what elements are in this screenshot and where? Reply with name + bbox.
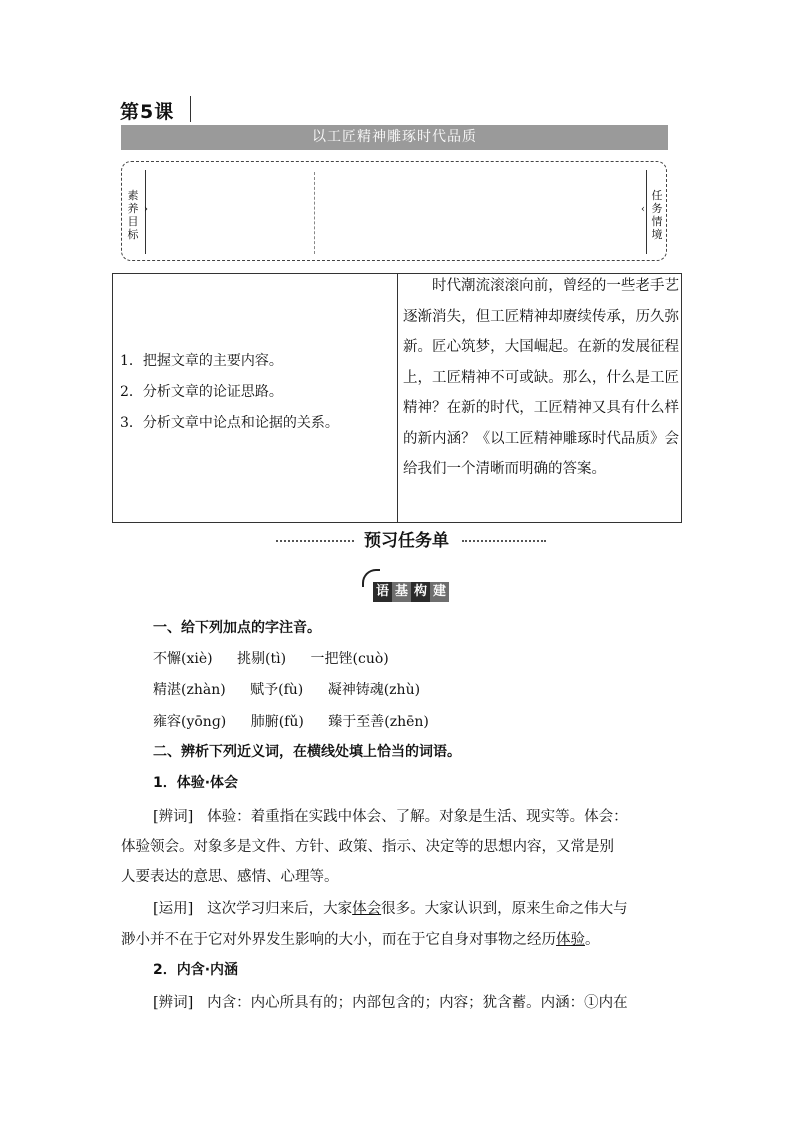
section2-heading: 二、辨析下列近义词，在横线处填上恰当的词语。: [153, 744, 461, 760]
pinyin-item: 精湛(zhàn): [153, 682, 226, 698]
task-bracket-line: [646, 170, 647, 254]
goal-item: 2．分析文章的论证思路。: [120, 384, 283, 400]
section1-heading: 一、给下列加点的字注音。: [153, 620, 321, 636]
banner-dotted-line-left: [276, 540, 354, 542]
pinyin-item: 赋予(fù): [250, 682, 304, 698]
pinyin-item: 一把锉(cuò): [310, 651, 389, 667]
task-context-paragraph: 时代潮流滚滚向前，曾经的一些老手艺逐渐消失，但工匠精神却赓续传承，历久弥新。匠心筑梦，大国崛起。在新的发展征程上，工匠精神不可或缺。那么，什么是工匠精神？在新的时代，工匠精神又具有什么样的新内涵？《以工匠精神雕琢时代品质》会给我们一个清晰而明确的答案。: [403, 278, 679, 477]
pinyin-item: 凝神铸魂(zhù): [327, 682, 421, 698]
goals-chevron-icon: ›: [144, 204, 148, 215]
goals-task-label-box: [121, 161, 667, 261]
lesson-number-divider: [190, 96, 191, 122]
badge-char: 构: [411, 582, 430, 602]
answer-blank: 体会: [352, 901, 382, 917]
badge-char: 基: [392, 582, 411, 602]
item1-title: 1．体验·体会: [153, 775, 239, 791]
task-chevron-icon: ‹: [641, 204, 645, 215]
item1-bianci-line: 体验领会。对象多是文件、方针、政策、指示、决定等的思想内容，又常是别: [121, 839, 614, 855]
banner-dotted-line-right: [462, 540, 546, 542]
yunyong-text: 这次学习归来后，大家: [207, 901, 353, 917]
yuji-goujian-badge: [373, 582, 449, 602]
bianci-text: 体验：着重指在实践中体会、了解。对象是生活、现实等。体会：: [207, 809, 628, 825]
goals-list: [120, 346, 339, 439]
bianci-tag: [辨词]: [153, 809, 194, 825]
pinyin-row: [153, 648, 389, 668]
item2-bianci-line: [153, 991, 708, 1012]
pinyin-item: 雍容(yōnɡ): [153, 714, 227, 730]
badge-char: 建: [430, 582, 449, 602]
center-dashed-divider: [314, 172, 315, 254]
bianci-tag: [辨词]: [153, 995, 194, 1011]
yunyong-tag: [运用]: [153, 901, 194, 917]
pinyin-row: [153, 711, 429, 731]
preview-banner: [276, 529, 546, 553]
yunyong-text: 很多。大家认识到，原来生命之伟大与: [381, 901, 628, 917]
table-column-divider: [397, 273, 398, 523]
pinyin-item: 臻于至善(zhēn): [328, 714, 429, 730]
bianci-text: 内含：内心所具有的；内部包含的；内容；犹含蓄。内涵：①内在: [207, 995, 628, 1011]
pinyin-item: 不懈(xiè): [153, 651, 213, 667]
lesson-title-bar: 以工匠精神雕琢时代品质: [121, 125, 668, 150]
goal-item: 1．把握文章的主要内容。: [120, 353, 283, 369]
item1-yunyong-line: [153, 897, 708, 918]
pinyin-item: 挑剔(tì): [237, 651, 287, 667]
preview-title: 预习任务单: [364, 531, 449, 551]
goals-label: 素养目标: [127, 189, 139, 241]
lesson-number: 第5课: [120, 101, 175, 123]
pinyin-row: [153, 679, 420, 699]
item1-bianci-line: [153, 805, 708, 826]
item1-yunyong-line: [121, 928, 676, 949]
answer-blank: 体验: [556, 932, 585, 948]
item1-bianci-line: 人要表达的意思、感情、心理等。: [121, 869, 339, 885]
yunyong-text: 渺小并不在于它对外界发生影响的大小，而在于它自身对事物之经历: [121, 932, 556, 948]
yunyong-text: 。: [585, 932, 600, 948]
pinyin-item: 肺腑(fǔ): [250, 714, 304, 730]
item2-title: 2．内含·内涵: [153, 962, 239, 978]
task-label: 任务情境: [651, 189, 663, 241]
goal-item: 3．分析文章中论点和论据的关系。: [120, 415, 339, 431]
badge-char: 语: [373, 582, 392, 602]
